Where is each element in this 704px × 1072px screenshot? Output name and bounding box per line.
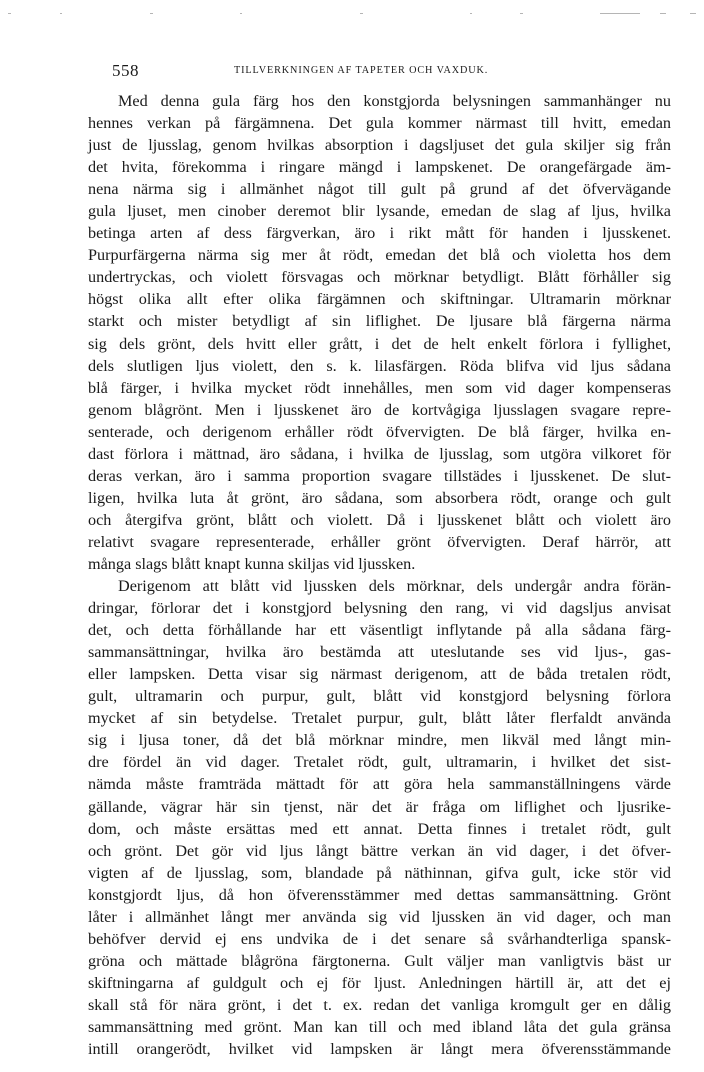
text-line: nämda måste framträda mättadt för att göra hela sammanställningens värde [88,775,671,794]
text-line: dast förlora i mättnad, äro sådana, i hvilka de ljusslag, som utgöra vilkoret för [88,444,671,463]
text-line: genom blågrönt. Men i ljusskenet äro de kortvågiga ljusslagen svagare repre- [88,400,671,419]
running-head: TILLVERKNINGEN AF TAPETER OCH VAXDUK. [234,65,489,76]
text-line: dringar, förlorar det i konstgjord belysning den rang, vi vid dagsljus anvisat [88,599,671,618]
text-line: ligen, hvilka luta åt grönt, äro sådana, som absorbera rödt, orange och gult [88,488,671,507]
text-line: dom, och måste ersättas med ett annat. Detta finnes i tretalet rödt, gult [88,819,671,838]
text-line: intill orangerödt, hvilket vid lampsken är långt mera öfverensstämmande [88,1040,671,1059]
text-line: deras verkan, äro i samma proportion svagare tillstädes i ljusskenet. De slut- [88,466,671,485]
text-line: undertryckas, och violett försvagas och mörknar betydligt. Blått förhåller sig [88,268,671,287]
text-line: Med denna gula färg hos den konstgjorda belysningen sammanhänger nu [118,92,671,110]
text-line: betinga arten af dess färgverkan, äro i rikt mått för handen i ljusskenet. [88,224,671,243]
text-line: dre fördel än vid dager. Tretalet rödt, gult, ultramarin, i hvilket det sist- [88,753,671,772]
text-line: gult, ultramarin och purpur, gult, blått vid konstgjord belysning förlora [88,687,671,706]
text-line: konstgjordt ljus, då hon öfverensstämmer med dettas sammansättning. Grönt [88,885,671,904]
text-line: gula ljuset, men cinober deremot blir lysande, emedan de slag af ljus, hvilka [88,202,671,221]
text-line: Derigenom att blått vid ljussken dels mörknar, dels undergår andra förän- [118,577,671,596]
text-line: gröna och mättade blågröna färgtonerna. Gult väljer man vanligtvis bäst ur [88,951,671,970]
text-line: starkt och mister betydligt af sin liflighet. De ljusare blå färgerna närma [88,312,671,331]
scan-edge-mark [0,0,704,24]
text-line: sig i ljusa toner, då det blå mörknar mindre, men likväl med långt min- [88,731,671,750]
text-line: behöfver dervid ej ens undvika de i det senare så svårhandterliga spansk- [88,929,671,948]
text-line: nena närma sig i allmänhet något till gult på grund af det öfvervägande [88,180,671,199]
text-line: skiftningarna af guldgult och ej för ljust. Anledningen härtill är, att det ej [88,973,671,992]
text-line: det, och detta förhållande har ett väsentligt inflytande på alla sådana färg- [88,621,671,640]
text-line: många slags blått knapt kunna skiljas vid ljussken. [88,554,416,573]
text-line: och återgifva grönt, blått och violett. Då i ljusskenet blått och violett äro [88,510,671,529]
text-line: hennes verkan på färgämnena. Det gula kommer närmast till hvitt, emedan [88,114,671,133]
page-number: 558 [112,61,139,80]
body-text [88,90,671,1060]
text-line: blå färger, i hvilka mycket rödt innehålles, men som vid dager kompenseras [88,378,671,397]
text-line: vigten af de ljusslag, som, blandade på näthinnan, gifva gult, icke stör vid [88,863,671,882]
page-header [112,61,660,85]
text-line: Purpurfärgerna närma sig mer åt rödt, emedan det blå och violetta hos dem [88,246,671,265]
text-line: låter i allmänhet långt mer använda sig vid ljussken än vid dager, och man [88,907,671,926]
text-line: sammansättning med grönt. Man kan till och med ibland låta det gula gränsa [88,1017,671,1036]
text-line: senterade, och derigenom erhåller rödt öfvervigten. De blå färger, hvilka en- [88,422,671,441]
text-line: just de ljusslag, genom hvilkas absorption i dagsljuset det gula skiljer sig från [88,136,671,155]
scan-noise-dots [0,0,704,24]
text-line: det hvita, förekomma i ringare mängd i lampskenet. De orangefärgade äm- [88,158,671,177]
text-line: och grönt. Det gör vid ljus långt bättre verkan än vid dager, i det öfver- [88,841,671,860]
text-line: eller lampsken. Detta visar sig närmast derigenom, att de båda tretalen rödt, [88,665,671,684]
text-line: högst olika allt efter olika färgämnen och skiftningar. Ultramarin mörknar [88,290,671,309]
text-line: dels slutligen ljus violett, den s. k. lilasfärgen. Röda blifva vid ljus sådana [88,356,671,375]
text-line: skall stå för nära grönt, i det t. ex. redan det vanliga kromgult ger en dålig [88,995,671,1014]
text-line: sammansättningar, hvilka äro bestämda att uteslutande ses vid ljus-, gas- [88,643,671,662]
text-line: gällande, vägrar här sin tjenst, när det är fråga om liflighet och ljusrike- [88,797,671,816]
text-line: mycket af sin betydelse. Tretalet purpur, gult, blått låter flerfaldt använda [88,709,671,728]
paragraph [88,90,671,575]
paragraph [88,575,671,1060]
text-line: relativt svagare representerade, erhåller grönt öfvervigten. Deraf härrör, att [88,532,671,551]
text-line: sig dels grönt, dels hvitt eller grått, i det de helt enkelt förlora i fyllighet, [88,334,671,353]
